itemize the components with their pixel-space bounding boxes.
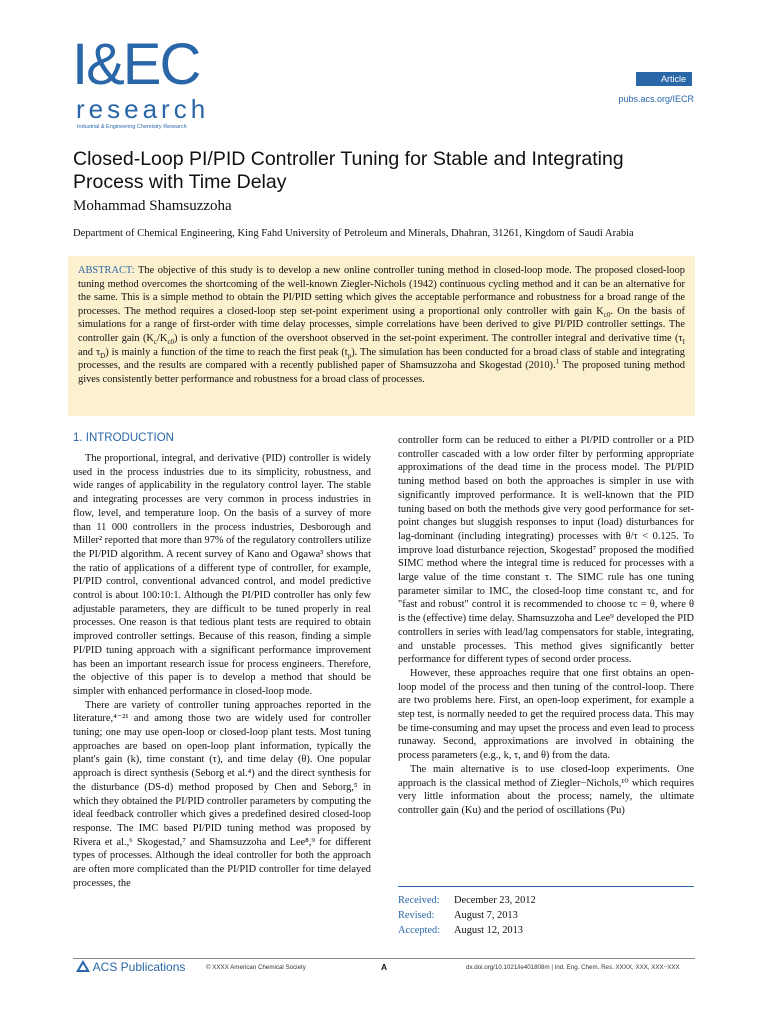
abstract-box: ABSTRACT: The objective of this study is to develop a new online controller tuning method in closed-loop mode. The proposed closed-loop tuning method overcomes the shortcoming of the well-known Ziegler-Nichols (1942) continuous cycling method and it can be an alternative for the same. This is a simple method to obtain the PI/PID setting which gives the acceptable performance and robustness for a broad range of the processes. The method requires a closed-loop step set-point experiment using a proportional only controller with gain $K_{c0}$. On the basis of simulations for a range of first-order with time delay processes, simple correlations have been derived to give PI/PID controller settings. The controller gain $(K_c/K_{c0})$ is only a function of the overshoot observed in the set-point experiment. The controller integral and derivative time ($\tau_I$ and $\tau_D$) is mainly a function of the time to reach the first peak $(t_p)$. The simulation has been conducted for a broad class of stable and integrating processes, and the results are compared with a recently published paper of Shamsuzzoha and Skogestad (2010).$^1$ The proposed tuning method gives consistently better performance and robustness for a broad class of processes. <box>68 256 695 416</box>
abstract-text: The objective of this study is to develop a new online controller tuning method in closed-loop mode. The proposed closed-loop tuning method overcomes the shortcoming of the well-known Ziegler-Nichols (1942) continuous cycling method and it can be an alternative for the same. This is a simple method to obtain the PI/PID setting which gives the acceptable performance and robustness for a broad range of the processes. The method requires a closed-loop step set-point experiment using a proportional only controller with gain K <box>78 265 685 317</box>
paper-title: Closed-Loop PI/PID Controller Tuning for Stable and Integrating Process with Time Delay <box>73 148 624 193</box>
journal-logo-subtitle: research <box>76 94 210 124</box>
paragraph: However, these approaches require that one first obtains an open-loop model of the process and then tuning of the control-loop. There are two problems here. First, an open-loop experiment, for example a step test, is normally needed to get the required process data. This may be time-consuming and may upset the process and even lead to process runaway. Second, approximations are involved in obtaining the process parameters (e.g., k, τ, and θ) from the data. <box>398 667 694 762</box>
accepted-label: Accepted: <box>398 925 441 936</box>
journal-url[interactable]: pubs.acs.org/IECR <box>618 94 694 104</box>
journal-tagline: Industrial & Engineering Chemistry Research <box>77 124 187 130</box>
paragraph: There are variety of controller tuning approaches reported in the literature,⁴⁻²¹ and among those two are widely used for controller tuning; one may use open-loop or closed-loop plant tests. Most tuning approaches are based on open-loop plant information, typically the plant's gain (k), time constant (τ), and time delay (θ). One popular approach is direct synthesis (Seborg et al.⁴) and the direct synthesis for the disturbance (DS-d) method proposed by Chen and Seborg,⁵ in which they obtained the PI/PID controller parameters by computing the ideal feedback controller which gives a predefined desired closed-loop response. The IMC based PI/PID tuning method was proposed by Rivera et al.,⁶ Skogestad,⁷ and Shamsuzzoha and Lee⁸,⁹ for different types of processes. Although the ideal controller for both the approach are often more complicated than the PI/PID controller for time delayed processes, the <box>73 699 371 889</box>
paragraph: controller form can be reduced to either a PI/PID controller or a PID controller cascaded with a low order filter by performing appropriate approximations of the dead time in the process model. The PI/PID tuning method based on both the approaches is simpler in use with significantly improved performance. It is well-known that the PID tuning based on both the methods give very good performance for set-point changes but sluggish responses to input (load) disturbances for lag-dominant (including integrating) processes with θ/τ < 0.125. To improve load disturbance rejection, Skogestad⁷ proposed the modified SIMC method where the integral time is reduced for processes with a large value of the time constant τ. The SIMC rule has one tuning parameter similar to IMC, the closed-loop time constant τc, and for "fast and robust" control it is recommended to choose τc = θ, where θ is the (effective) time delay. Shamsuzzoha and Lee⁹ developed the PID controllers in series with lead/lag compensators for stable, integrating, and unstable processes. This method gives significantly better performance for different types of second order process. <box>398 435 694 666</box>
abstract-text: The proposed tuning method gives consistently better performance and robustness for a broad class of processes. <box>78 360 685 385</box>
abstract-text: ) is mainly a function of the time to reach the first peak (t <box>105 346 348 358</box>
received-label: Received: <box>398 895 440 906</box>
abstract-text: ) is only a function of the overshoot observed in the set-point experiment. The controller integral and derivative time (τ <box>174 332 683 344</box>
paragraph: The proportional, integral, and derivative (PID) controller is widely used in the process industries due to its simplicity, robustness, and wide ranges of applicability in the regulatory control layer. The stable and integrating processes are very common in process industries in flow, level, and temperature loop. On the basis of a survey of more than 11 000 controllers in the process industries, Desborough and Miller² reported that more than 97% of the regulatory controllers utilize the PI/PID algorithm. A recent survey of Kano and Ogawa³ shows that the ratio of applications of a different type of controller, for example, PI/PID control, conventional advanced control, and model predictive control is about 100:10:1. Although the PI/PID controller has only few adjustable parameters, they are difficult to be tuned properly in real processes. One reason is that tedious plant tests are required to obtain improved controller settings. Because of this reason, finding a simple PI/PID tuning approach with a significant performance improvement has been an important research issue for process engineers. Therefore, the objective of this paper is to develop a method that should be simpler with enhanced performance in closed-loop mode. <box>73 453 371 697</box>
body-column-left <box>73 452 371 891</box>
page-number: A <box>381 962 388 972</box>
author-affiliation: Department of Chemical Engineering, King Fahd University of Petroleum and Minerals, Dhahran, 31261, Kingdom of Saudi Arabia <box>73 228 634 239</box>
acs-logo-icon <box>76 960 90 972</box>
copyright: © XXXX American Chemical Society <box>206 964 306 971</box>
article-type-badge: Article <box>636 72 692 86</box>
publisher-logo <box>76 960 185 974</box>
abstract-label: ABSTRACT: <box>78 265 135 276</box>
abstract-text: ). The simulation has been conducted for a broad class of stable and integrating processes, and the results are compared with a recently published paper of Shamsuzzoha and Skogestad (2010). <box>78 346 685 372</box>
revised-date: August 7, 2013 <box>454 910 518 921</box>
publisher-name: ACS Publications <box>92 960 186 974</box>
publication-dates <box>398 886 694 938</box>
paragraph: The main alternative is to use closed-loop experiments. One approach is the classical method of Ziegler−Nichols,¹⁰ which requires very little information about the process; namely, the ultimate controller gain (Ku) and the period of oscillations (Pu) <box>398 763 694 816</box>
revised-label: Revised: <box>398 910 435 921</box>
doi-citation[interactable]: dx.doi.org/10.1021/ie401808m | Ind. Eng. Chem. Res. XXXX, XXX, XXX−XXX <box>466 964 680 971</box>
body-column-right <box>398 434 694 818</box>
abstract-text: . On the basis of simulations for a range of first-order with time delay processes, simple correlations have been derived to give PI/PID controller settings. The controller gain (K <box>78 305 685 344</box>
received-date: December 23, 2012 <box>454 895 536 906</box>
accepted-date: August 12, 2013 <box>454 925 523 936</box>
section-heading: 1. INTRODUCTION <box>73 432 174 444</box>
footer-divider <box>73 958 695 959</box>
journal-logo: I&EC <box>72 32 200 97</box>
author-name: Mohammad Shamsuzzoha <box>73 198 232 214</box>
